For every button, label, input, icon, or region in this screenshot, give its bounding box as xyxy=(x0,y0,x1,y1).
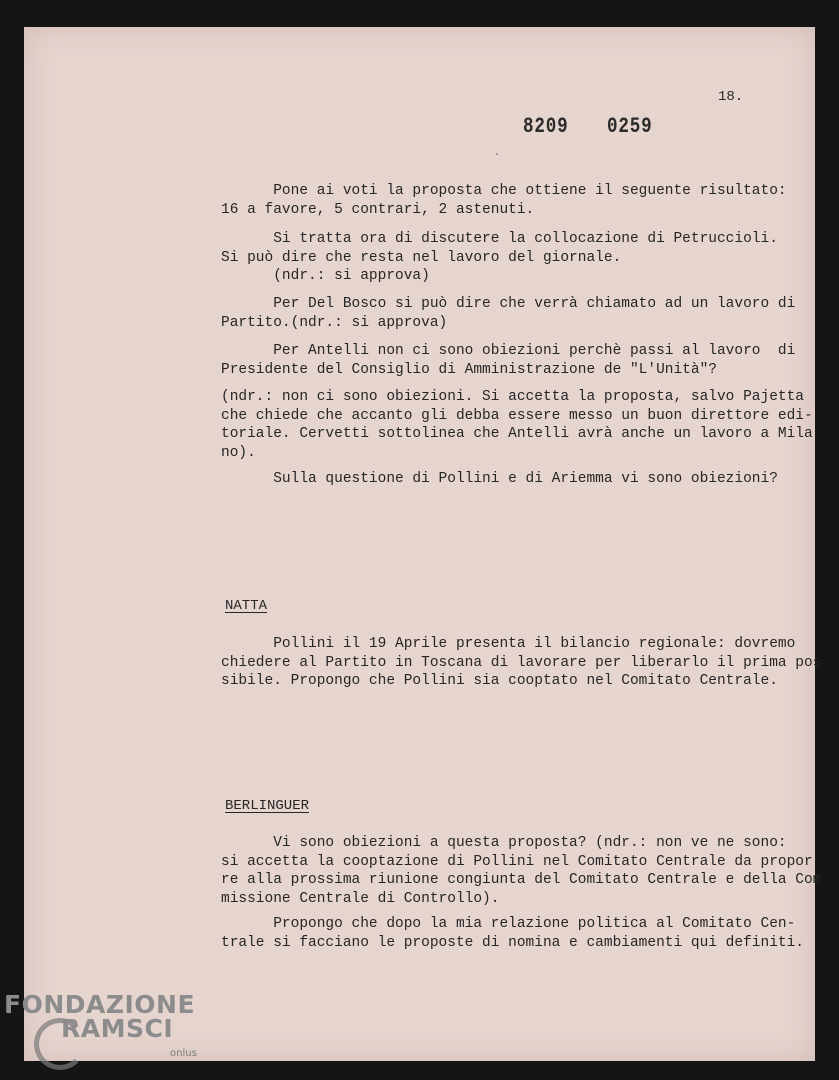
paragraph-petruccioli: Si tratta ora di discutere la collocazione di Petruccioli. Si può dire che resta nel lavoro del giornale. (ndr.: si approva) xyxy=(221,231,778,284)
watermark-suffix: onlus xyxy=(170,1048,197,1059)
archive-stamp-number-1: 8209 xyxy=(523,114,569,139)
paragraph-antelli-note: (ndr.: non ci sono obiezioni. Si accetta la proposta, salvo Pajetta che chiede che accanto gli debba essere messo un buon direttore edi- toriale. Cervetti sottolinea che Antelli avrà anche un lavoro a Mila no). xyxy=(221,389,813,461)
watermark-line2: RAMSCI xyxy=(61,1014,174,1043)
speaker-heading-berlinguer: BERLINGUER xyxy=(225,798,310,814)
archive-stamp-number-2: 0259 xyxy=(607,114,653,139)
paragraph-antelli: Per Antelli non ci sono obiezioni perchè passi al lavoro di Presidente del Consiglio di Amministrazione de "L'Unità"? xyxy=(221,343,796,378)
speaker-heading-natta: NATTA xyxy=(225,598,268,614)
paper-mark: · xyxy=(494,150,501,161)
paragraph-natta: Pollini il 19 Aprile presenta il bilancio regionale: dovremo chiedere al Partito in Toscana di lavorare per liberarlo il prima pos sibile. Propongo che Pollini sia cooptato nel Comitato Centrale. xyxy=(221,636,822,689)
fondazione-gramsci-watermark xyxy=(4,990,197,1059)
paragraph-berlinguer-1: Vi sono obiezioni a questa proposta? (ndr.: non ve ne sono: si accetta la cooptazione di Pollini nel Comitato Centrale da propor re alla prossima riunione congiunta del Comitato Centrale e della Com missione Centrale di Controllo). xyxy=(221,835,822,907)
paragraph-del-bosco: Per Del Bosco si può dire che verrà chiamato ad un lavoro di Partito.(ndr.: si approva) xyxy=(221,296,796,331)
watermark-line1: FONDAZIONE xyxy=(4,990,196,1019)
paragraph-pollini-question: Sulla questione di Pollini e di Ariemma vi sono obiezioni? xyxy=(221,471,778,487)
page-number: 18. xyxy=(718,89,744,105)
paragraph-berlinguer-2: Propongo che dopo la mia relazione politica al Comitato Cen- trale si facciano le proposte di nomina e cambiamenti qui definiti. xyxy=(221,916,804,951)
paragraph-vote-result: Pone ai voti la proposta che ottiene il seguente risultato: 16 a favore, 5 contrari, 2 astenuti. xyxy=(221,183,787,218)
